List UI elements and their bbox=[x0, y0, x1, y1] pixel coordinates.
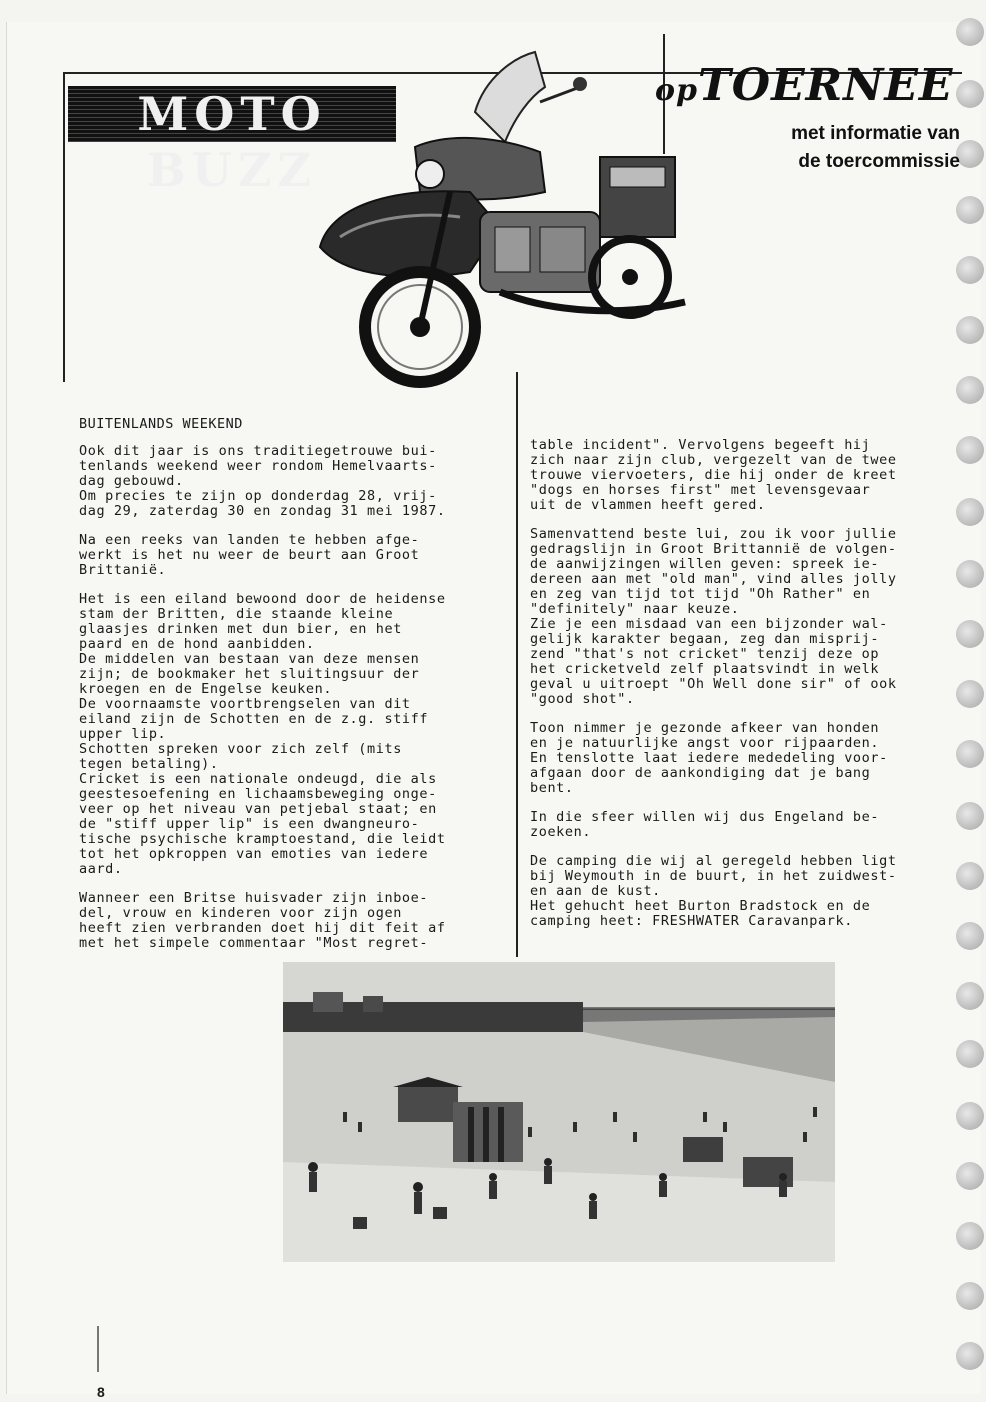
masthead-logo: MOTO BUZZ bbox=[68, 86, 396, 142]
column-heading bbox=[655, 60, 965, 111]
column-heading-prefix: op bbox=[655, 73, 698, 108]
article-paragraph: Na een reeks van landen te hebben afge- werkt is het nu weer de beurt aan Groot Brittanië. bbox=[79, 532, 420, 578]
binder-hole bbox=[956, 436, 984, 464]
article-paragraph: Samenvattend beste lui, zou ik voor jullie gedragslijn in Groot Brittannië de volgen- de aanwijzingen willen geven: spreek ie- dereen aan met "old man", vind alles jolly en zeg van tijd tot tijd "Oh Rather" en "definitely" naar keuze. Zie je een misdaad van een bijzonder wal- gelijk karakter begaan, zeg dan misprij- zend "that's not cricket" tenzij deze op het cricketveld zelf plaatsvindt in welk geval u uitroept "Oh Well done sir" of ook "good shot". bbox=[530, 526, 897, 707]
binder-hole bbox=[956, 862, 984, 890]
article-column-right bbox=[530, 438, 960, 943]
column-divider bbox=[516, 372, 518, 957]
article-paragraph: Ook dit jaar is ons traditiegetrouwe bui- tenlands weekend weer rondom Hemelvaarts- dag gebouwd. Om precies te zijn op donderdag 28, vrij- dag 29, zaterdag 30 en zondag 31 mei 1987. bbox=[79, 443, 446, 519]
beach-photo bbox=[283, 962, 835, 1262]
article-paragraph: De camping die wij al geregeld hebben ligt bij Weymouth in de buurt, in het zuidwest- en aan de kust. Het gehucht heet Burton Bradstock en de camping heet: FRESHWATER Caravanpark. bbox=[530, 853, 897, 929]
binder-hole bbox=[956, 620, 984, 648]
article-column-left bbox=[79, 444, 509, 965]
article-paragraph: In die sfeer willen wij dus Engeland be- zoeken. bbox=[530, 809, 880, 840]
article-title: BUITENLANDS WEEKEND bbox=[79, 416, 243, 432]
binder-hole bbox=[956, 1222, 984, 1250]
binder-hole bbox=[956, 1282, 984, 1310]
subtitle-line-2: de toercommissie bbox=[798, 151, 960, 172]
binder-hole bbox=[956, 1040, 984, 1068]
article-paragraph: table incident". Vervolgens begeeft hij zich naar zijn club, vergezelt van de twee trouwe viervoeters, die hij onder de kreet "dogs en horses first" met levensgevaar uit de vlammen heeft gered. bbox=[530, 437, 897, 513]
margin-mark bbox=[97, 1326, 99, 1372]
binder-hole bbox=[956, 922, 984, 950]
binder-hole bbox=[956, 560, 984, 588]
binder-hole bbox=[956, 18, 984, 46]
page-number: 8 bbox=[97, 1384, 105, 1400]
article-paragraph: Wanneer een Britse huisvader zijn inboe- del, vrouw en kinderen voor zijn ogen heeft zien verbranden doet hij dit feit af met het simpele commentaar "Most regret- bbox=[79, 890, 446, 951]
binder-hole bbox=[956, 802, 984, 830]
binder-hole bbox=[956, 1342, 984, 1370]
article-paragraph: Toon nimmer je gezonde afkeer van honden en je natuurlijke angst voor rijpaarden. En tenslotte laat iedere mededeling voor- afgaan door de aankondiging dat je bang bent. bbox=[530, 720, 888, 796]
binder-hole bbox=[956, 982, 984, 1010]
binder-hole bbox=[956, 498, 984, 526]
binder-hole bbox=[956, 1162, 984, 1190]
article-paragraph: Het is een eiland bewoond door de heidense stam der Britten, die staande kleine glaasjes drinken met dun bier, en het paard en de hond aanbidden. De middelen van bestaan van deze mensen zijn; de bookmaker het sluitingsuur der kroegen en de Engelse keuken. De voornaamste voortbrengselen van dit eiland zijn de Schotten en de z.g. stiff upper lip. Schotten spreken voor zich zelf (mits tegen betaling). Cricket is een nationale ondeugd, die als geestesoefening en lichaamsbeweging onge- veer op het niveau van petjebal staat; en de "stiff upper lip" is een dwangneuro- tische psychische kramptoestand, die leidt tot het opkroppen van emoties van iedere aard. bbox=[79, 591, 446, 877]
column-heading-title: TOERNEE bbox=[698, 60, 954, 111]
header-subtitle bbox=[791, 120, 960, 176]
binder-hole bbox=[956, 680, 984, 708]
subtitle-line-1: met informatie van bbox=[791, 123, 960, 144]
beach-photo-drawing bbox=[283, 962, 835, 1262]
binder-hole bbox=[956, 740, 984, 768]
binder-hole bbox=[956, 1102, 984, 1130]
